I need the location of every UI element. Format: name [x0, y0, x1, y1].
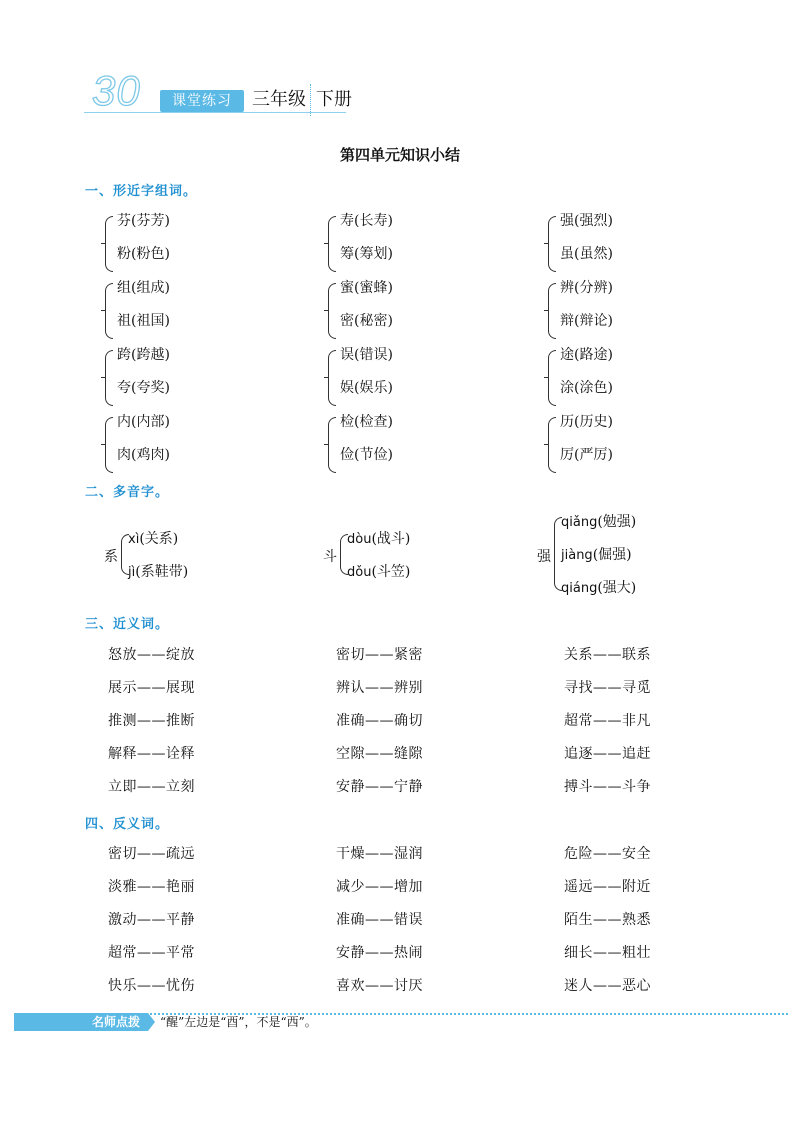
antonym-pair: 准确——错误 [336, 912, 423, 928]
section-heading-polyphones: 二、多音字。 [85, 485, 170, 500]
char-pair [328, 344, 488, 410]
section-heading-antonyms: 四、反义词。 [85, 817, 170, 832]
char-pair-top: 历(历史) [560, 414, 613, 430]
char-pair-top: 途(路途) [560, 347, 613, 363]
pinyin: dǒu [347, 565, 372, 580]
char-pair [548, 210, 708, 276]
char-pair-bottom: 虽(虽然) [560, 246, 613, 262]
tip-text: “醒”左边是“酉”，不是“西”。 [160, 1015, 317, 1029]
synonym-pair: 安静——宁静 [336, 779, 423, 795]
brace-icon [105, 283, 113, 339]
brace-icon [548, 216, 556, 272]
polyphone-char: 系 [104, 549, 118, 565]
char-pair-bottom: 娱(娱乐) [340, 380, 393, 396]
polyphone-reading [561, 577, 636, 597]
char-pair [105, 210, 265, 276]
antonym-pair: 遥远——附近 [564, 879, 651, 895]
char-pair [548, 411, 708, 477]
antonym-pair: 激动——平静 [108, 912, 195, 928]
antonym-pair: 安静——热闹 [336, 945, 423, 961]
book-volume-label: 下册 [316, 89, 352, 110]
polyphone-reading [561, 544, 632, 564]
brace-icon [328, 283, 336, 339]
synonym-pair: 关系——联系 [564, 647, 651, 663]
synonym-pair: 超常——非凡 [564, 713, 651, 729]
reading-word: (关系) [139, 531, 179, 547]
synonym-pair: 辨认——辨别 [336, 680, 423, 696]
polyphone-reading [128, 561, 188, 581]
antonym-pair: 快乐——忧伤 [108, 978, 195, 994]
char-pair [548, 344, 708, 410]
section-heading-synonyms: 三、近义词。 [85, 617, 170, 632]
char-pair [548, 277, 708, 343]
pinyin: qiǎng [561, 515, 598, 530]
synonym-pair: 解释——诠释 [108, 746, 195, 762]
char-pair [105, 411, 265, 477]
antonym-pair: 喜欢——讨厌 [336, 978, 423, 994]
page-title: 第四单元知识小结 [339, 146, 460, 164]
synonym-pair: 追逐——追赶 [564, 746, 651, 762]
synonym-pair: 密切——紧密 [336, 647, 423, 663]
synonym-pair: 怒放——绽放 [108, 647, 195, 663]
pinyin: xì [128, 532, 140, 547]
char-pair-top: 芬(芬芳) [117, 213, 170, 229]
antonym-pair: 细长——粗壮 [564, 945, 651, 961]
brace-icon [328, 417, 336, 473]
practice-badge: 课堂练习 [160, 90, 244, 112]
char-pair [105, 277, 265, 343]
char-pair-top: 内(内部) [117, 414, 170, 430]
synonym-pair: 推测——推断 [108, 713, 195, 729]
tip-label-text: 名师点拨 [91, 1015, 140, 1029]
char-pair-bottom: 肉(鸡肉) [117, 447, 170, 463]
polyphone-char: 斗 [323, 549, 337, 565]
reading-word: (强大) [597, 580, 637, 596]
char-pair-top: 组(组成) [117, 280, 170, 296]
polyphone-reading [347, 528, 410, 548]
brace-icon [548, 283, 556, 339]
brace-icon [328, 350, 336, 406]
reading-word: (斗笠) [371, 564, 411, 580]
char-pair-top: 跨(跨越) [117, 347, 170, 363]
reading-word: (战斗) [371, 531, 411, 547]
polyphone-char: 强 [537, 549, 551, 565]
char-pair-bottom: 俭(节俭) [340, 447, 393, 463]
char-pair [328, 277, 488, 343]
antonym-pair: 危险——安全 [564, 846, 651, 862]
synonym-pair: 空隙——缝隙 [336, 746, 423, 762]
polyphone-reading [347, 561, 410, 581]
char-pair-bottom: 夸(夸奖) [117, 380, 170, 396]
brace-icon [328, 216, 336, 272]
char-pair-bottom: 涂(涂色) [560, 380, 613, 396]
synonym-pair: 寻找——寻觅 [564, 680, 651, 696]
char-pair-top: 强(强烈) [560, 213, 613, 229]
pinyin: jiàng [561, 548, 593, 563]
char-pair-bottom: 粉(粉色) [117, 246, 170, 262]
char-pair-bottom: 厉(严厉) [560, 447, 613, 463]
brace-icon [105, 216, 113, 272]
char-pair [328, 411, 488, 477]
polyphone-reading [561, 511, 636, 531]
char-pair [328, 210, 488, 276]
pinyin: jì [128, 565, 136, 580]
antonym-pair: 密切——疏远 [108, 846, 195, 862]
antonym-pair: 干燥——湿润 [336, 846, 423, 862]
reading-word: (系鞋带) [135, 564, 189, 580]
char-pair [105, 344, 265, 410]
brace-icon [105, 417, 113, 473]
tip-label-arrow [148, 1013, 155, 1031]
tip-label [14, 1013, 148, 1031]
antonym-pair: 超常——平常 [108, 945, 195, 961]
synonym-pair: 立即——立刻 [108, 779, 195, 795]
grade-label: 三年级 [252, 89, 306, 110]
antonym-pair: 减少——增加 [336, 879, 423, 895]
char-pair-bottom: 筹(筹划) [340, 246, 393, 262]
synonym-pair: 搏斗——斗争 [564, 779, 651, 795]
reading-word: (倔强) [592, 547, 632, 563]
page-number: 30 [92, 67, 141, 114]
brace-icon [548, 417, 556, 473]
reading-word: (勉强) [597, 514, 637, 530]
header-rule [84, 112, 346, 113]
pinyin: qiáng [561, 581, 598, 596]
antonym-pair: 陌生——熟悉 [564, 912, 651, 928]
pinyin: dòu [347, 532, 372, 547]
char-pair-top: 误(错误) [340, 347, 393, 363]
antonym-pair: 淡雅——艳丽 [108, 879, 195, 895]
char-pair-bottom: 辩(辩论) [560, 313, 613, 329]
char-pair-top: 检(检查) [340, 414, 393, 430]
char-pair-bottom: 祖(祖国) [117, 313, 170, 329]
antonym-pair: 迷人——恶心 [564, 978, 651, 994]
synonym-pair: 展示——展现 [108, 680, 195, 696]
polyphone-reading [128, 528, 178, 548]
char-pair-top: 寿(长寿) [340, 213, 393, 229]
char-pair-top: 辨(分辨) [560, 280, 613, 296]
brace-icon [548, 350, 556, 406]
char-pair-top: 蜜(蜜蜂) [340, 280, 393, 296]
synonym-pair: 准确——确切 [336, 713, 423, 729]
section-heading-similar-chars: 一、形近字组词。 [85, 184, 198, 199]
char-pair-bottom: 密(秘密) [340, 313, 393, 329]
brace-icon [105, 350, 113, 406]
